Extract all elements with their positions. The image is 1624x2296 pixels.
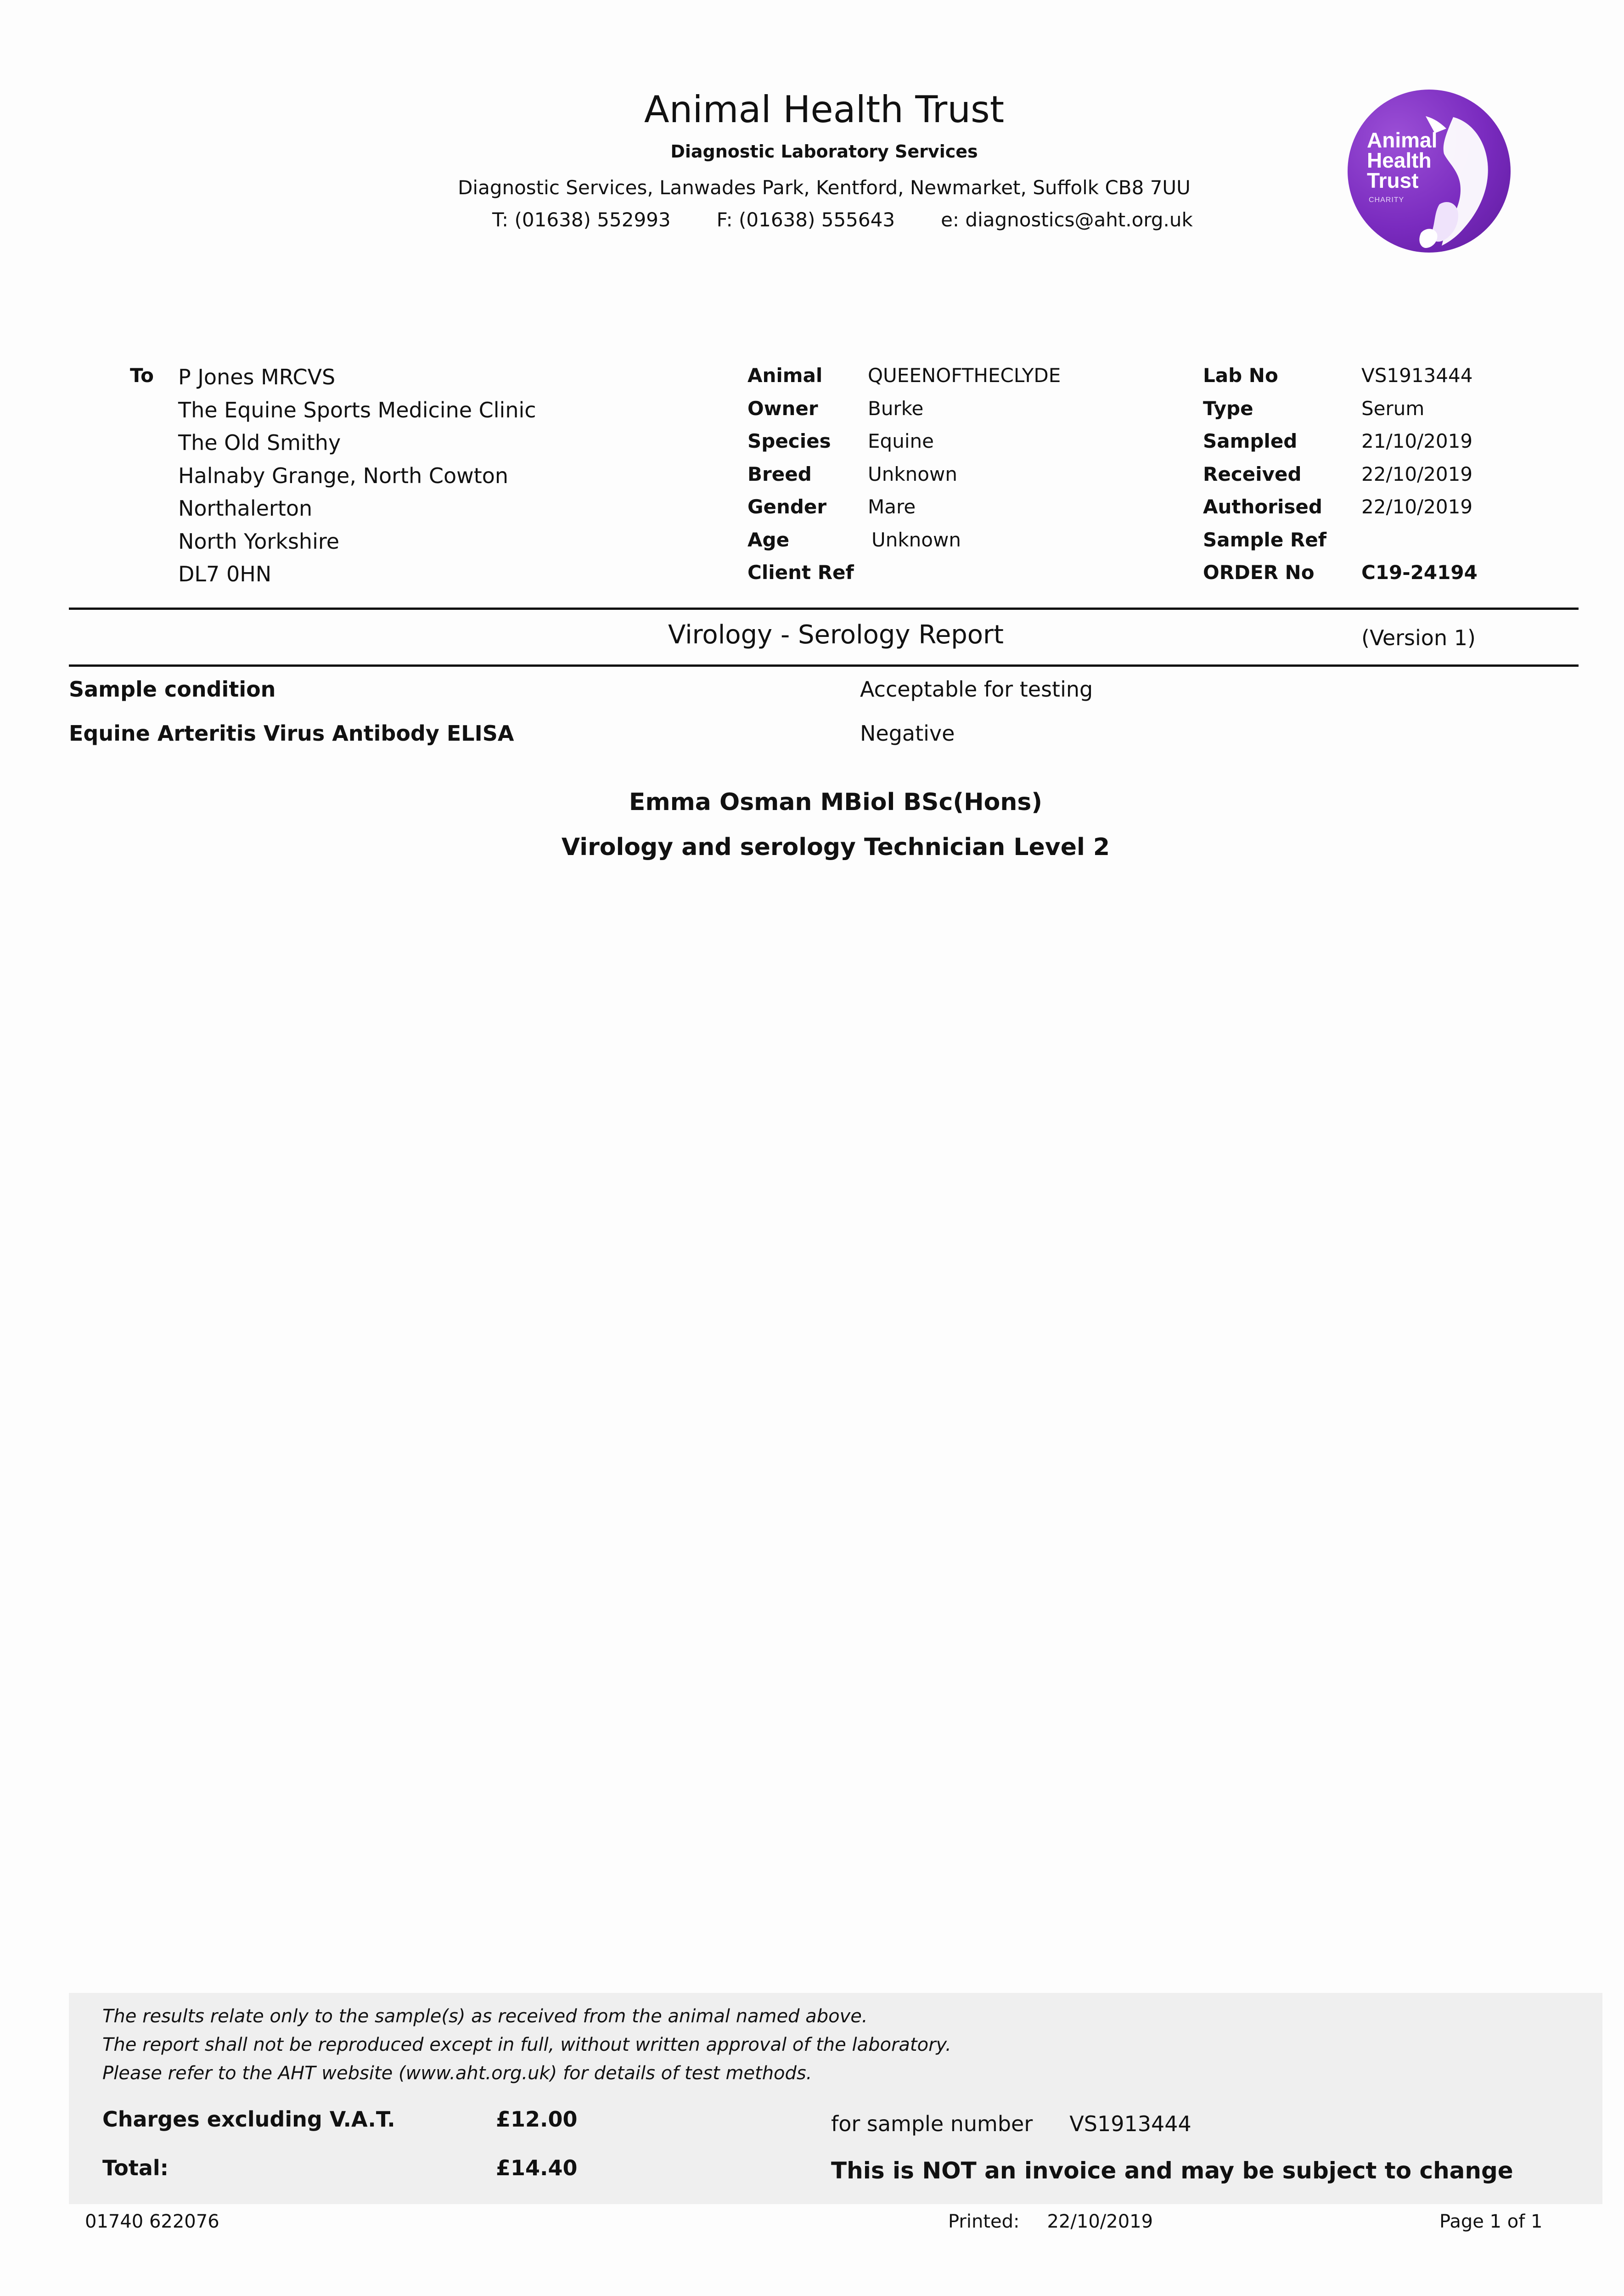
sample-ref-row: Sample Ref bbox=[1203, 528, 1327, 551]
organization-name: Animal Health Trust bbox=[644, 88, 1005, 131]
lab-no-row: Lab No VS1913444 bbox=[1203, 364, 1473, 387]
divider bbox=[69, 608, 1579, 610]
address-line: Halnaby Grange, North Cowton bbox=[178, 463, 509, 488]
result-label: Sample condition bbox=[69, 677, 276, 702]
fax: F: (01638) 555643 bbox=[716, 208, 895, 231]
charges-label: Charges excluding V.A.T. bbox=[102, 2107, 395, 2132]
telephone: T: (01638) 552993 bbox=[492, 208, 671, 231]
organization-subtitle: Diagnostic Laboratory Services bbox=[670, 141, 978, 162]
address-line: The Old Smithy bbox=[178, 430, 341, 455]
recipient-address bbox=[178, 361, 536, 591]
breed-row: Breed Unknown bbox=[747, 462, 957, 485]
report-version: (Version 1) bbox=[1361, 625, 1476, 650]
authorised-row: Authorised 22/10/2019 bbox=[1203, 495, 1473, 518]
address-line: North Yorkshire bbox=[178, 529, 340, 554]
to-label: To bbox=[130, 364, 154, 387]
order-no-row: ORDER No C19-24194 bbox=[1203, 561, 1478, 584]
animal-info bbox=[747, 359, 1161, 589]
footer-phone: 01740 622076 bbox=[85, 2211, 219, 2232]
type-row: Type Serum bbox=[1203, 397, 1425, 420]
address-line: DL7 0HN bbox=[178, 562, 272, 586]
age-row: Age Unknown bbox=[747, 528, 961, 551]
email: e: diagnostics@aht.org.uk bbox=[941, 208, 1193, 231]
client-ref-row: Client Ref bbox=[747, 561, 854, 584]
signatory-name: Emma Osman MBiol BSc(Hons) bbox=[629, 788, 1043, 816]
disclaimer-line: The results relate only to the sample(s) as received from the animal named above. bbox=[102, 2006, 868, 2027]
logo-tagline: CHARITY bbox=[1369, 196, 1405, 204]
address-line: The Equine Sports Medicine Clinic bbox=[178, 397, 536, 422]
for-sample-number: for sample number VS1913444 bbox=[831, 2111, 1191, 2136]
logo-wordmark: Animal Health Trust bbox=[1367, 128, 1438, 192]
charges-value: £12.00 bbox=[496, 2107, 578, 2132]
lab-info bbox=[1203, 359, 1570, 589]
gender-row: Gender Mare bbox=[747, 495, 916, 518]
species-row: Species Equine bbox=[747, 430, 934, 452]
page-number: Page 1 of 1 bbox=[1439, 2211, 1543, 2232]
result-label: Equine Arteritis Virus Antibody ELISA bbox=[69, 721, 514, 746]
disclaimer-line: The report shall not be reproduced except in full, without written approval of the laboratory. bbox=[102, 2034, 951, 2055]
result-value: Negative bbox=[860, 721, 955, 746]
sampled-row: Sampled 21/10/2019 bbox=[1203, 430, 1473, 452]
report-title: Virology - Serology Report bbox=[668, 620, 1004, 650]
contact-row bbox=[492, 208, 1239, 231]
total-label: Total: bbox=[102, 2155, 169, 2180]
disclaimer-line: Please refer to the AHT website (www.aht.org.uk) for details of test methods. bbox=[102, 2063, 812, 2084]
animal-row: Animal QUEENOFTHECLYDE bbox=[747, 364, 1061, 387]
address-line: Northalerton bbox=[178, 496, 313, 521]
received-row: Received 22/10/2019 bbox=[1203, 462, 1473, 485]
signatory-title: Virology and serology Technician Level 2 bbox=[561, 833, 1110, 861]
result-value: Acceptable for testing bbox=[860, 677, 1093, 702]
aht-logo bbox=[1348, 90, 1511, 253]
address-line: P Jones MRCVS bbox=[178, 365, 336, 389]
owner-row: Owner Burke bbox=[747, 397, 924, 420]
not-invoice-notice: This is NOT an invoice and may be subject to change bbox=[831, 2157, 1513, 2184]
divider bbox=[69, 664, 1579, 667]
total-value: £14.40 bbox=[496, 2155, 578, 2180]
printed-date: Printed: 22/10/2019 bbox=[948, 2211, 1153, 2232]
organization-address: Diagnostic Services, Lanwades Park, Kentford, Newmarket, Suffolk CB8 7UU bbox=[458, 176, 1191, 199]
